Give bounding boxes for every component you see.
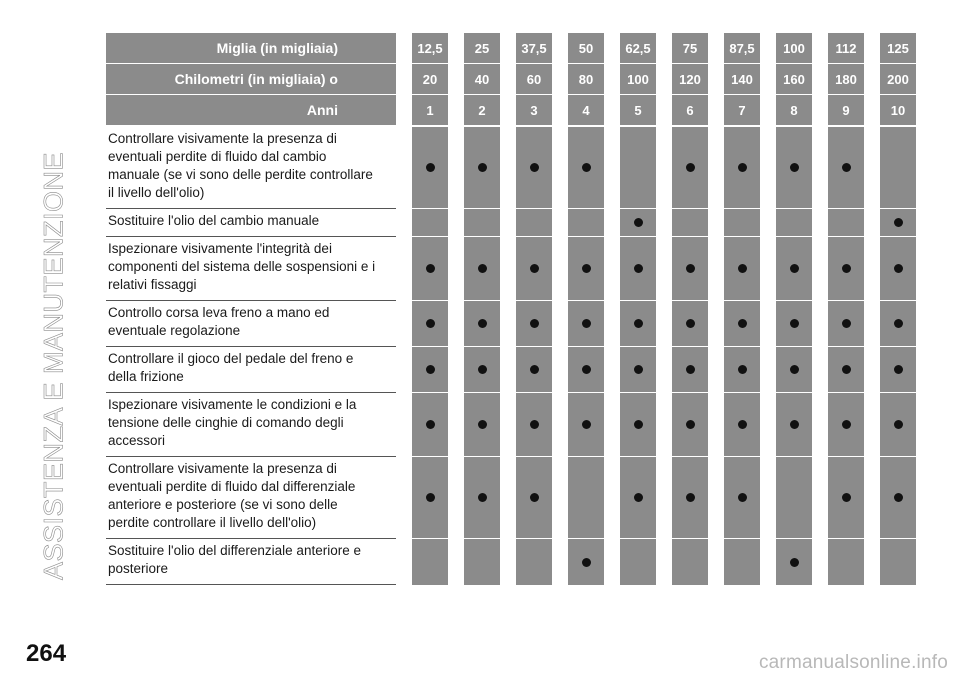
scheduled-dot-icon <box>842 420 851 429</box>
scheduled-dot-icon <box>634 365 643 374</box>
schedule-cell <box>568 127 604 209</box>
schedule-cell <box>828 127 864 209</box>
scheduled-dot-icon <box>530 264 539 273</box>
header-interval-cell: 200 <box>880 64 916 95</box>
scheduled-dot-icon <box>686 319 695 328</box>
header-interval-cell: 87,5 <box>724 33 760 64</box>
header-interval-cell: 100 <box>776 33 812 64</box>
header-interval-cell: 3 <box>516 95 552 127</box>
schedule-cell <box>568 301 604 347</box>
page-number: 264 <box>26 640 67 667</box>
scheduled-dot-icon <box>738 163 747 172</box>
schedule-cell <box>620 539 656 585</box>
scheduled-dot-icon <box>530 365 539 374</box>
schedule-cell <box>568 347 604 393</box>
header-interval-cell: 62,5 <box>620 33 656 64</box>
scheduled-dot-icon <box>790 365 799 374</box>
header-interval-cell: 6 <box>672 95 708 127</box>
scheduled-dot-icon <box>738 420 747 429</box>
scheduled-dot-icon <box>686 365 695 374</box>
scheduled-dot-icon <box>426 163 435 172</box>
maintenance-operation-label: Controllare il gioco del pedale del freno e della frizione <box>106 347 396 393</box>
maintenance-schedule-table <box>106 33 909 585</box>
scheduled-dot-icon <box>478 420 487 429</box>
scheduled-dot-icon <box>790 420 799 429</box>
schedule-cell <box>672 457 708 539</box>
schedule-cell <box>568 457 604 539</box>
schedule-cell <box>776 393 812 457</box>
header-interval-cell: 60 <box>516 64 552 95</box>
schedule-cell <box>724 457 760 539</box>
scheduled-dot-icon <box>686 163 695 172</box>
scheduled-dot-icon <box>582 365 591 374</box>
schedule-cell <box>776 301 812 347</box>
schedule-cell <box>880 237 916 301</box>
header-interval-cell: 8 <box>776 95 812 127</box>
schedule-cell <box>828 539 864 585</box>
scheduled-dot-icon <box>634 493 643 502</box>
scheduled-dot-icon <box>894 319 903 328</box>
schedule-cell <box>568 539 604 585</box>
scheduled-dot-icon <box>738 365 747 374</box>
scheduled-dot-icon <box>790 264 799 273</box>
schedule-cell <box>776 127 812 209</box>
schedule-cell <box>672 539 708 585</box>
scheduled-dot-icon <box>530 319 539 328</box>
header-interval-cell: 40 <box>464 64 500 95</box>
schedule-cell <box>568 209 604 237</box>
schedule-cell <box>724 347 760 393</box>
schedule-cell <box>412 347 448 393</box>
schedule-cell <box>516 301 552 347</box>
scheduled-dot-icon <box>842 365 851 374</box>
schedule-cell <box>620 301 656 347</box>
schedule-cell <box>516 393 552 457</box>
scheduled-dot-icon <box>530 163 539 172</box>
header-interval-cell: 100 <box>620 64 656 95</box>
header-interval-cell: 12,5 <box>412 33 448 64</box>
schedule-cell <box>464 127 500 209</box>
schedule-cell <box>828 347 864 393</box>
scheduled-dot-icon <box>634 218 643 227</box>
schedule-cell <box>724 209 760 237</box>
scheduled-dot-icon <box>894 264 903 273</box>
schedule-cell <box>464 539 500 585</box>
scheduled-dot-icon <box>842 264 851 273</box>
schedule-cell <box>568 393 604 457</box>
schedule-cell <box>516 209 552 237</box>
scheduled-dot-icon <box>582 420 591 429</box>
schedule-cell <box>464 209 500 237</box>
scheduled-dot-icon <box>842 319 851 328</box>
maintenance-operation-label: Ispezionare visivamente l'integrità dei componenti del sistema delle sospensioni e i relativi fissaggi <box>106 237 396 301</box>
scheduled-dot-icon <box>686 420 695 429</box>
schedule-cell <box>620 209 656 237</box>
header-row-label: Anni <box>106 95 396 127</box>
schedule-cell <box>464 301 500 347</box>
maintenance-operation-label: Controllo corsa leva freno a mano ed eventuale regolazione <box>106 301 396 347</box>
scheduled-dot-icon <box>530 420 539 429</box>
scheduled-dot-icon <box>426 493 435 502</box>
header-interval-cell: 75 <box>672 33 708 64</box>
scheduled-dot-icon <box>894 493 903 502</box>
header-interval-cell: 80 <box>568 64 604 95</box>
schedule-cell <box>828 457 864 539</box>
watermark-text: carmanualsonline.info <box>758 652 948 673</box>
scheduled-dot-icon <box>634 420 643 429</box>
scheduled-dot-icon <box>894 218 903 227</box>
schedule-cell <box>880 301 916 347</box>
header-row-label: Miglia (in migliaia) <box>106 33 396 64</box>
header-row-label: Chilometri (in migliaia) o <box>106 64 396 95</box>
schedule-cell <box>620 347 656 393</box>
maintenance-operation-label: Controllare visivamente la presenza di eventuali perdite di fluido dal differenziale anteriore e posteriore (se vi sono delle perdite controllare il livello dell'olio) <box>106 457 396 539</box>
schedule-cell <box>880 347 916 393</box>
scheduled-dot-icon <box>634 319 643 328</box>
schedule-cell <box>620 393 656 457</box>
schedule-cell <box>516 457 552 539</box>
scheduled-dot-icon <box>426 319 435 328</box>
scheduled-dot-icon <box>894 365 903 374</box>
schedule-cell <box>828 393 864 457</box>
scheduled-dot-icon <box>790 319 799 328</box>
schedule-cell <box>464 393 500 457</box>
scheduled-dot-icon <box>426 264 435 273</box>
schedule-cell <box>724 127 760 209</box>
schedule-cell <box>516 347 552 393</box>
section-title-text: ASSISTENZA E MANUTENZIONE <box>38 151 69 581</box>
schedule-cell <box>516 127 552 209</box>
header-interval-cell: 9 <box>828 95 864 127</box>
scheduled-dot-icon <box>738 319 747 328</box>
schedule-cell <box>568 237 604 301</box>
header-interval-cell: 180 <box>828 64 864 95</box>
schedule-cell <box>620 237 656 301</box>
scheduled-dot-icon <box>582 163 591 172</box>
schedule-cell <box>880 539 916 585</box>
schedule-cell <box>724 301 760 347</box>
schedule-cell <box>412 127 448 209</box>
schedule-cell <box>724 393 760 457</box>
header-interval-cell: 20 <box>412 64 448 95</box>
schedule-cell <box>516 237 552 301</box>
scheduled-dot-icon <box>738 264 747 273</box>
schedule-cell <box>724 539 760 585</box>
schedule-cell <box>672 209 708 237</box>
scheduled-dot-icon <box>842 163 851 172</box>
header-interval-cell: 2 <box>464 95 500 127</box>
schedule-cell <box>672 347 708 393</box>
header-interval-cell: 37,5 <box>516 33 552 64</box>
schedule-cell <box>412 539 448 585</box>
scheduled-dot-icon <box>478 365 487 374</box>
schedule-cell <box>620 457 656 539</box>
schedule-cell <box>516 539 552 585</box>
scheduled-dot-icon <box>582 319 591 328</box>
header-interval-cell: 7 <box>724 95 760 127</box>
header-interval-cell: 1 <box>412 95 448 127</box>
schedule-cell <box>464 347 500 393</box>
scheduled-dot-icon <box>426 420 435 429</box>
scheduled-dot-icon <box>478 264 487 273</box>
header-interval-cell: 4 <box>568 95 604 127</box>
schedule-cell <box>880 457 916 539</box>
schedule-cell <box>828 209 864 237</box>
scheduled-dot-icon <box>530 493 539 502</box>
maintenance-operation-label: Sostituire l'olio del differenziale anteriore e posteriore <box>106 539 396 585</box>
header-interval-cell: 120 <box>672 64 708 95</box>
schedule-cell <box>672 393 708 457</box>
header-interval-cell: 25 <box>464 33 500 64</box>
schedule-cell <box>776 237 812 301</box>
header-interval-cell: 10 <box>880 95 916 127</box>
scheduled-dot-icon <box>686 493 695 502</box>
schedule-cell <box>412 209 448 237</box>
schedule-cell <box>412 301 448 347</box>
header-interval-cell: 140 <box>724 64 760 95</box>
schedule-cell <box>672 301 708 347</box>
schedule-cell <box>776 209 812 237</box>
scheduled-dot-icon <box>738 493 747 502</box>
schedule-cell <box>880 127 916 209</box>
scheduled-dot-icon <box>582 264 591 273</box>
schedule-cell <box>620 127 656 209</box>
schedule-cell <box>412 237 448 301</box>
schedule-cell <box>776 539 812 585</box>
schedule-cell <box>828 301 864 347</box>
schedule-cell <box>776 347 812 393</box>
schedule-cell <box>672 127 708 209</box>
scheduled-dot-icon <box>426 365 435 374</box>
scheduled-dot-icon <box>634 264 643 273</box>
header-interval-cell: 112 <box>828 33 864 64</box>
schedule-cell <box>412 393 448 457</box>
scheduled-dot-icon <box>790 163 799 172</box>
header-interval-cell: 50 <box>568 33 604 64</box>
schedule-cell <box>464 237 500 301</box>
scheduled-dot-icon <box>686 264 695 273</box>
maintenance-operation-label: Controllare visivamente la presenza di eventuali perdite di fluido dal cambio manuale (se vi sono delle perdite controllare il livello dell'olio) <box>106 127 396 209</box>
schedule-cell <box>672 237 708 301</box>
scheduled-dot-icon <box>842 493 851 502</box>
schedule-cell <box>464 457 500 539</box>
scheduled-dot-icon <box>790 558 799 567</box>
schedule-cell <box>828 237 864 301</box>
scheduled-dot-icon <box>582 558 591 567</box>
schedule-cell <box>412 457 448 539</box>
maintenance-operation-label: Ispezionare visivamente le condizioni e la tensione delle cinghie di comando degli accessori <box>106 393 396 457</box>
header-interval-cell: 5 <box>620 95 656 127</box>
header-interval-cell: 125 <box>880 33 916 64</box>
schedule-cell <box>880 209 916 237</box>
scheduled-dot-icon <box>478 163 487 172</box>
header-interval-cell: 160 <box>776 64 812 95</box>
maintenance-operation-label: Sostituire l'olio del cambio manuale <box>106 209 396 237</box>
schedule-cell <box>776 457 812 539</box>
schedule-cell <box>724 237 760 301</box>
scheduled-dot-icon <box>894 420 903 429</box>
schedule-cell <box>880 393 916 457</box>
scheduled-dot-icon <box>478 493 487 502</box>
scheduled-dot-icon <box>478 319 487 328</box>
